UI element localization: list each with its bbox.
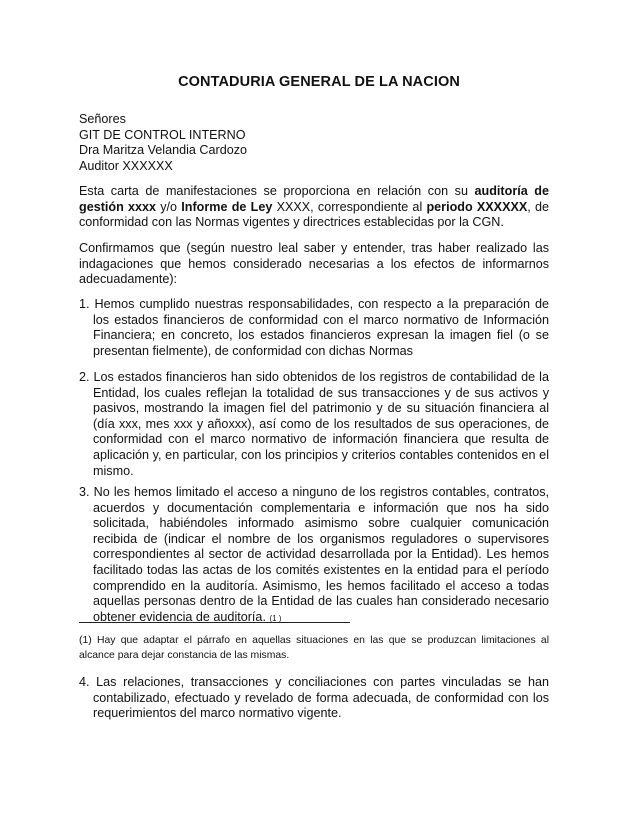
intro-text-3: XXXX, correspondiente al <box>272 199 427 214</box>
footnote-text: (1) Hay que adaptar el párrafo en aquellas situaciones en las que se produzcan limitaciones al alcance para dejar constancia de las mismas. <box>79 635 549 661</box>
document-title: CONTADURIA GENERAL DE LA NACION <box>178 74 460 90</box>
intro-text-4: , de conformidad con las Normas vigentes y directrices establecidas por la CGN. <box>79 199 550 230</box>
list-item-4: 4. Las relaciones, transacciones y conciliaciones con partes vinculadas se han contabilizado, efectuado y revelado de forma adecuada, de conformidad con los requerimientos del marco normativo vigente. <box>79 675 549 721</box>
footnote-reference: (1 ) <box>269 613 282 623</box>
confirm-paragraph: Confirmamos que (según nuestro leal saber y entender, tras haber realizado las indagaciones que hemos considerado necesarias a los efectos de informarnos adecuadamente): <box>79 241 549 287</box>
addressee-name: Dra Maritza Velandia Cardozo <box>79 143 247 158</box>
footnote-divider <box>79 622 350 623</box>
addressee-role: Auditor XXXXXX <box>79 158 173 173</box>
intro-bold-period: periodo XXXXXX <box>426 199 528 214</box>
list-item-1: 1. Hemos cumplido nuestras responsabilidades, con respecto a la preparación de los estados financieros de conformidad con el marco normativo de Información Financiera; en concreto, los estados financieros expresan la imagen fiel (o se presentan fielmente), de conformidad con dichas Normas <box>79 297 549 358</box>
intro-bold-audit: auditoría de gestión xxxx <box>79 184 550 214</box>
intro-text-2: y/o <box>156 199 182 214</box>
list-item-2: 2. Los estados financieros han sido obtenidos de los registros de contabilidad de la Entidad, los cuales reflejan la totalidad de sus transacciones y de sus activos y pasivos, mostrando la imagen fiel del patrimonio y de su situación financiera al (día xxx, mes xxx y añoxxx), así como de los resultados de sus operaciones, de conformidad con el marco normativo de información financiera que resulta de aplicación y, en particular, con los principios y criterios contables contenidos en el mismo. <box>79 370 549 478</box>
addressee-department: GIT DE CONTROL INTERNO <box>79 127 246 142</box>
intro-paragraph <box>79 184 549 231</box>
addressee-block <box>79 112 549 174</box>
addressee-salutation: Señores <box>79 112 126 126</box>
intro-text-1: Esta carta de manifestaciones se proporciona en relación con su <box>79 184 475 198</box>
list-item-3-text: 3. No les hemos limitado el acceso a ninguno de los registros contables, contratos, acuerdos y documentación complementaria e información que nos ha sido solicitada, habiéndoles informado asimismo sobre cualquier comunicación recibida de (indicar el nombre de los organismos reguladores o supervisores correspondientes al sector de actividad desarrollada por la Entidad). Les hemos facilitado todas las actas de los comités existentes en la entidad para el período comprendido en la auditoría. Asimismo, les hemos facilitado el acceso a todas aquellas personas dentro de la Entidad de las cuales han considerado necesario obtener evidencia de auditoría. <box>79 485 549 624</box>
intro-bold-report: Informe de Ley <box>181 199 273 214</box>
list-item-3 <box>79 485 549 626</box>
